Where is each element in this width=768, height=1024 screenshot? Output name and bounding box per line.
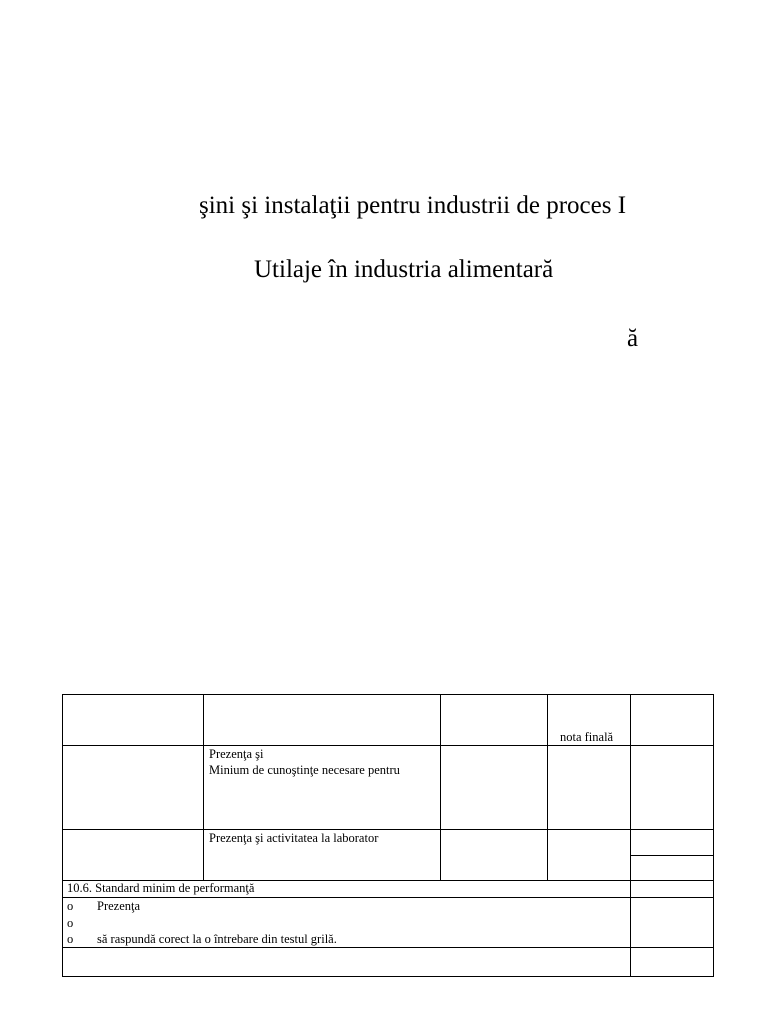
table-row-divider [62, 897, 714, 898]
table-border-bottom [62, 976, 714, 977]
bullet-marker: o [67, 916, 74, 930]
table-border-right [713, 694, 714, 977]
page-heading-course-group: şini şi instalaţii pentru industrii de proces I [199, 192, 627, 219]
performance-standard-title: 10.6. Standard minim de performanţă [67, 881, 255, 895]
page-heading-fragment: ă [627, 325, 639, 352]
bullet-marker: o [67, 932, 74, 946]
list-item-text: Prezenţa [97, 899, 141, 913]
table-column-divider [630, 694, 631, 977]
final-grade-header: nota finală [560, 730, 614, 744]
table-row-divider [62, 829, 714, 830]
table-row-divider [62, 745, 714, 746]
table-row-divider [62, 947, 714, 948]
table-row-divider [630, 855, 714, 856]
lab-criteria: Prezenţa şi activitatea la laborator [209, 831, 379, 845]
table-column-divider [203, 694, 204, 881]
table-border-top [62, 694, 714, 695]
list-item [67, 916, 627, 931]
table-column-divider [440, 694, 441, 881]
list-item [67, 899, 627, 914]
table-border-left [62, 694, 63, 977]
list-item-text: să raspundă corect la o întrebare din testul grilă. [97, 932, 337, 946]
course-criteria-line1: Prezenţa şi [209, 747, 264, 761]
table-column-divider [547, 694, 548, 881]
page-heading-course-title: Utilaje în industria alimentară [254, 256, 554, 283]
list-item [67, 932, 627, 947]
bullet-marker: o [67, 899, 74, 913]
course-criteria-line2: Minium de cunoştinţe necesare pentru [209, 763, 400, 777]
